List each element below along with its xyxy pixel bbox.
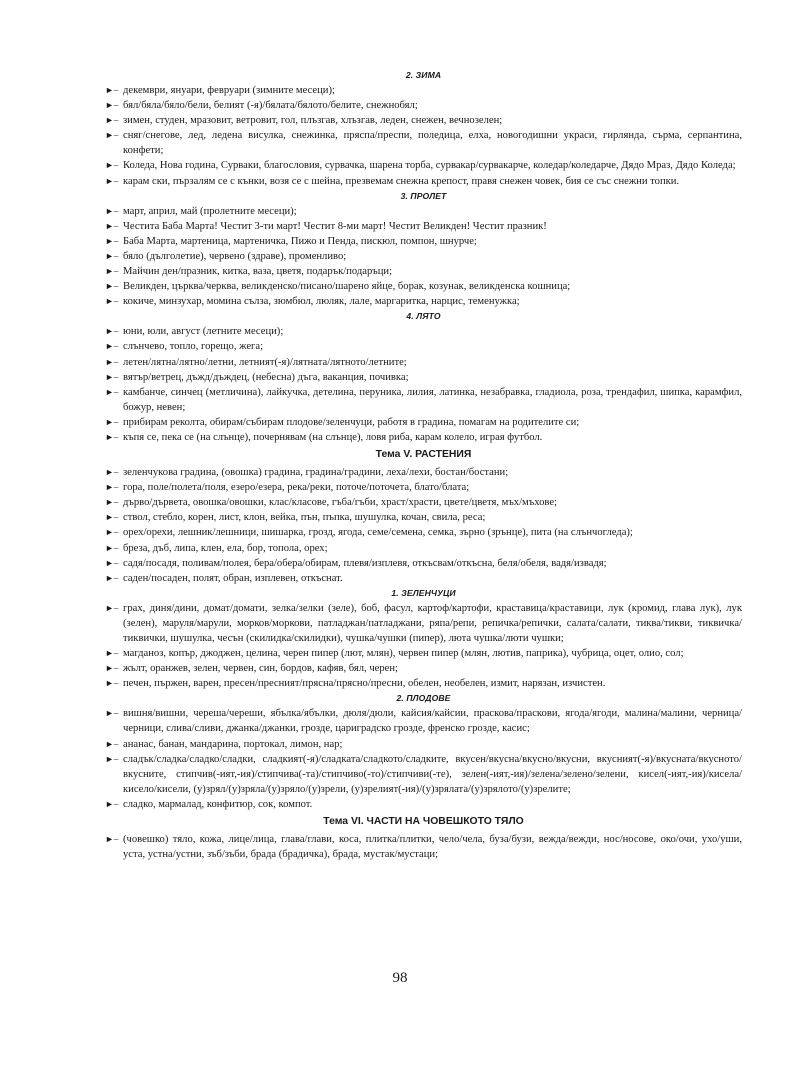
list-item (105, 294, 742, 309)
list-item-text: вишня/вишни, череша/череши, ябълка/ябълки, дюля/дюли, кайсия/кайсии, праскова/праскови, ягода/ягоди, малина/малини, черница/черници, слива/сливи, джанка/джанки, грозде, цариградско грозде, френско грозде, касис; (123, 708, 742, 735)
list-item (105, 249, 742, 264)
list-item-text: юни, юли, август (летните месеци); (123, 326, 284, 338)
list-item-text: прибирам реколта, обирам/събирам плодове/зеленчуци, работя в градина, помагам на родителите си; (123, 416, 580, 428)
list-item-text: Коледа, Нова година, Сурваки, благословия, сурвачка, шарена торба, сурвакар/сурвакарче, коледар/коледарче, Дядо Мраз, Дядо Коледа; (123, 160, 736, 172)
list-item (105, 480, 742, 495)
list-item (105, 495, 742, 510)
list-item-text: карам ски, пързалям се с кънки, возя се с шейна, презвемам снежна крепост, правя снежен човек, бия се със снежни топки. (123, 175, 680, 187)
bullet-arrow-icon: ►– (105, 341, 119, 352)
list-item (105, 797, 742, 812)
list-item-text: декември, януари, февруари (зимните месеци); (123, 85, 335, 96)
list-item-text: Майчин ден/празник, китка, ваза, цветя, подарък/подаръци; (123, 266, 393, 278)
list-item (105, 661, 742, 676)
list-item-text: вятър/ветрец, дъжд/дъждец, (небесна) дъга, ваканция, почивка; (123, 371, 409, 383)
bullet-arrow-icon: ►– (105, 386, 119, 397)
bullet-arrow-icon: ►– (105, 798, 119, 809)
bullet-arrow-icon: ►– (105, 482, 119, 493)
bullet-arrow-icon: ►– (105, 527, 119, 538)
list-item-text: Баба Марта, мартеница, мартеничка, Пижо и Пенда, пискюл, помпон, шнурче; (123, 235, 477, 247)
bullet-arrow-icon: ►– (105, 250, 119, 261)
bullet-arrow-icon: ►– (105, 663, 119, 674)
list-item-text: зеленчукова градина, (овошка) градина, градина/градини, леха/лехи, бостан/бостани; (123, 467, 509, 479)
list-item (105, 601, 742, 646)
bullet-arrow-icon: ►– (105, 602, 119, 613)
list-item-text: магданоз, копър, джоджен, целина, черен пипер (лют, млян), червен пипер (млян, лютив, паприка), чубрица, оцет, олио, сол; (123, 648, 684, 660)
list-item-text: сняг/снегове, лед, ледена висулка, снежинка, пряспа/преспи, поледица, елха, новогодишни украси, гирлянда, сърма, серпантина, конфети; (123, 130, 742, 157)
document-page (105, 68, 742, 862)
list-item-text: грах, диня/дини, домат/домати, зелка/зелки (зеле), боб, фасул, картоф/картофи, краставица/краставици, лук (кромид, глава лук), лук (зелен), маруля/марули, морков/моркови, патладжан/патладжани, ряпа/репи, репичка/репички, салата/салати, тиква/тикви, тиквичка/тиквички, шушулка, чесън (скилидка/скилидки), чушка/чушки (пипер), люта чушка/люти чушки; (123, 602, 742, 644)
bullet-arrow-icon: ►– (105, 175, 119, 186)
list-item (105, 113, 742, 128)
list-item-text: садя/посадя, поливам/полея, бера/обера/обирам, плевя/изплевя, откъсвам/откъсна, беля/обеля, вадя/извадя; (123, 557, 607, 569)
bullet-arrow-icon: ►– (105, 85, 119, 95)
list-item-text: (човешко) тяло, кожа, лице/лица, глава/глави, коса, плитка/плитки, чело/чела, буза/бузи, вежда/вежди, нос/носове, око/очи, ухо/уши, уста, устна/устни, зъб/зъби, брада (брадичка), брада, мустак/мустаци; (123, 834, 742, 861)
list-item-text: кокиче, минзухар, момина сълза, зюмбюл, люляк, лале, маргаритка, нарцис, теменужка; (123, 296, 520, 308)
bullet-arrow-icon: ►– (105, 296, 119, 307)
list-item (105, 415, 742, 430)
list-item-text: орех/орехи, лешник/лешници, шишарка, грозд, ягода, семе/семена, семка, зърно (зрънце), пита (на слънчогледа); (123, 527, 633, 539)
list-item (105, 706, 742, 736)
bullet-arrow-icon: ►– (105, 281, 119, 292)
bullet-arrow-icon: ►– (105, 431, 119, 442)
list-item (105, 324, 742, 339)
subheading: 1. ЗЕЛЕНЧУЦИ (391, 587, 456, 598)
list-item (105, 234, 742, 249)
list-item-text: бреза, дъб, липа, клен, ела, бор, топола, орех; (123, 542, 328, 554)
list-item-text: жълт, оранжев, зелен, червен, син, бордов, кафяв, бял, черен; (123, 663, 398, 675)
topic-heading: Тема VI. ЧАСТИ НА ЧОВЕШКОТО ТЯЛО (323, 816, 524, 828)
list-item (105, 264, 742, 279)
bullet-arrow-icon: ►– (105, 371, 119, 382)
list-item (105, 571, 742, 586)
list-item-text: зимен, студен, мразовит, ветровит, гол, плъзгав, хлъзгав, леден, снежен, вечнозелен; (123, 115, 503, 127)
list-item-text: сладък/сладка/сладко/сладки, сладкият(-я)/сладката/сладкото/сладките, вкусен/вкусна/вкусно/вкусни, вкусният(-я)/вкусната/вкусното/вкусните, стипчив(-ият,-ия)/стипчива(-та)/стипчиво(-то)/стипчиви(-те), зелен(-ият,-ия)/зелена/зелено/зелени, кисел(-ият,-ия)/кисела/кисело/кисели, (у)зрял/(у)зряла/(у)зряло/(у)зрели, (у)зрелият(-ия)/(у)зрялата/(у)зрялото/(у)зрелите; (123, 753, 742, 795)
list-item (105, 737, 742, 752)
list-item-text: ананас, банан, мандарина, портокал, лимон, нар; (123, 738, 343, 750)
list-item (105, 219, 742, 234)
bullet-arrow-icon: ►– (105, 648, 119, 659)
list-item (105, 98, 742, 113)
list-item-text: летен/лятна/лятно/летни, летният(-я)/лятната/лятното/летните; (123, 356, 407, 368)
bullet-arrow-icon: ►– (105, 557, 119, 568)
bullet-arrow-icon: ►– (105, 834, 119, 845)
bullet-arrow-icon: ►– (105, 160, 119, 171)
list-item (105, 676, 742, 691)
list-item-text: саден/посаден, полят, обран, изплевен, откъснат. (123, 572, 343, 584)
list-item-text: Великден, църква/черква, великденско/писано/шарено яйце, борак, козунак, великденска кошница; (123, 281, 571, 293)
list-item-text: сладко, мармалад, конфитюр, сок, компот. (123, 798, 313, 810)
list-item (105, 370, 742, 385)
list-item-text: гора, поле/полета/поля, езеро/езера, река/реки, поточе/поточета, блато/блата; (123, 482, 470, 494)
bullet-arrow-icon: ►– (105, 572, 119, 583)
bullet-arrow-icon: ►– (105, 115, 119, 126)
list-item (105, 541, 742, 556)
bullet-arrow-icon: ►– (105, 235, 119, 246)
topic-heading: Тема V. РАСТЕНИЯ (375, 449, 472, 461)
list-item (105, 385, 742, 415)
bullet-arrow-icon: ►– (105, 416, 119, 427)
list-item-text: дърво/дървета, овошка/овошки, клас/класове, гъба/гъби, храст/храсти, цвете/цветя, мъх/мъхове; (123, 497, 557, 509)
list-item-text: бяло (дълголетие), червено (здраве), променливо; (123, 250, 347, 262)
bullet-arrow-icon: ►– (105, 356, 119, 367)
bullet-arrow-icon: ►– (105, 497, 119, 508)
list-item (105, 355, 742, 370)
list-item-text: ствол, стебло, корен, лист, клон, вейка, пън, пъпка, шушулка, кочан, свила, реса; (123, 512, 486, 524)
bullet-arrow-icon: ►– (105, 100, 119, 111)
bullet-arrow-icon: ►– (105, 130, 119, 141)
subheading: 2. ПЛОДОВЕ (396, 693, 451, 704)
list-item-text: къпя се, пека се (на слънце), почернявам (на слънце), ловя риба, карам колело, играя футбол. (123, 431, 543, 443)
bullet-arrow-icon: ►– (105, 738, 119, 749)
bullet-arrow-icon: ►– (105, 678, 119, 689)
list-item-text: март, април, май (пролетните месеци); (123, 205, 297, 217)
list-item-text: Честита Баба Марта! Честит 3-ти март! Честит 8-ми март! Честит Великден! Честит празник! (123, 220, 547, 232)
list-item-text: слънчево, топло, горещо, жега; (123, 341, 264, 353)
list-item (105, 646, 742, 661)
page-number: 98 (392, 970, 408, 986)
subheading: 2. ЗИМА (405, 70, 442, 80)
bullet-arrow-icon: ►– (105, 467, 119, 478)
bullet-arrow-icon: ►– (105, 708, 119, 719)
list-item (105, 83, 742, 98)
list-item-text: бял/бяла/бяло/бели, белият (-я)/бялата/бялото/белите, снежнобял; (123, 100, 418, 112)
subheading: 4. ЛЯТО (406, 311, 441, 322)
bullet-arrow-icon: ►– (105, 326, 119, 337)
list-item (105, 465, 742, 480)
list-item (105, 174, 742, 189)
bullet-arrow-icon: ►– (105, 205, 119, 216)
list-item (105, 158, 742, 173)
list-item (105, 510, 742, 525)
list-item (105, 556, 742, 571)
bullet-arrow-icon: ►– (105, 542, 119, 553)
list-item (105, 279, 742, 294)
subheading: 3. ПРОЛЕТ (400, 190, 447, 201)
bullet-arrow-icon: ►– (105, 266, 119, 277)
bullet-arrow-icon: ►– (105, 753, 119, 764)
list-item (105, 525, 742, 540)
list-item-text: печен, пържен, варен, пресен/пресният/прясна/прясно/пресни, обелен, необелен, измит, нарязан, изчистен. (123, 678, 606, 690)
list-item (105, 832, 742, 862)
list-item (105, 339, 742, 354)
list-item (105, 430, 742, 445)
bullet-arrow-icon: ►– (105, 512, 119, 523)
list-item (105, 752, 742, 797)
bullet-arrow-icon: ►– (105, 220, 119, 231)
list-item-text: камбанче, синчец (метличина), лайкучка, детелина, перуника, лилия, латинка, незабравка, гладиола, роза, трендафил, шипка, карамфил, божур, невен; (123, 386, 742, 413)
list-item (105, 128, 742, 158)
list-item (105, 204, 742, 219)
